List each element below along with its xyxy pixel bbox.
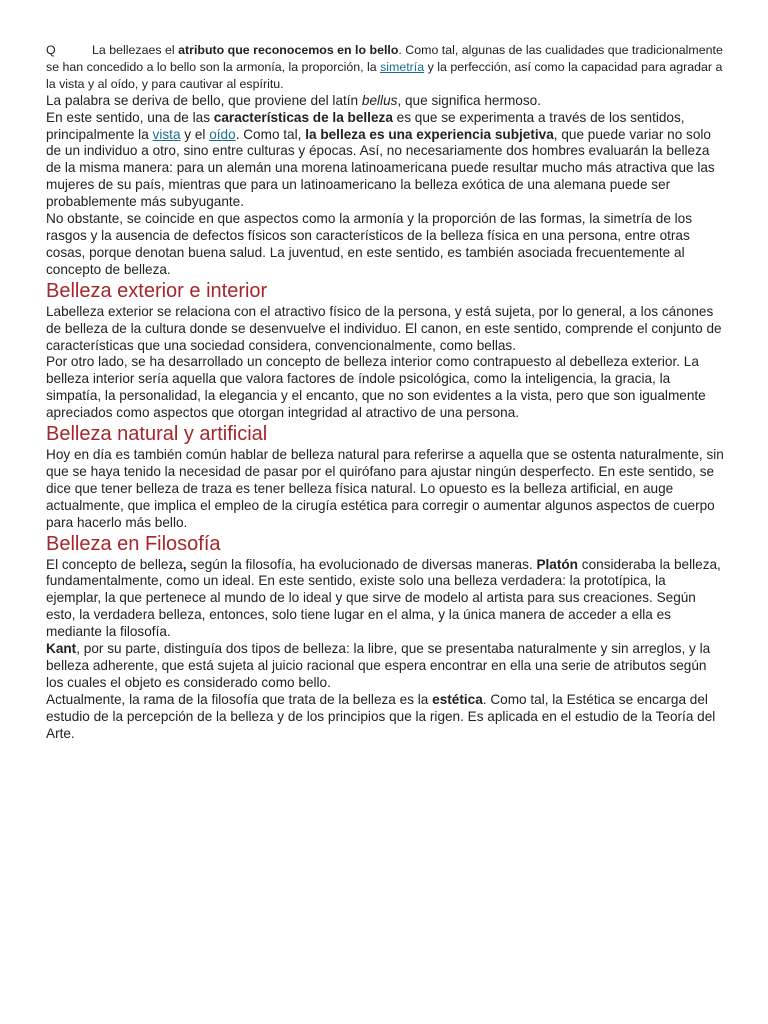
intro-paragraph-1: Q La bellezaes el atributo que reconocemos en lo bello. Como tal, algunas de las cualidades que tradicionalmente se han concedido a lo bello son la armonía, la proporción, la simetría y la perfección, así como la capacidad para agradar a la vista y al oído, y para cautivar al espíritu. (46, 43, 723, 91)
section3-paragraph-3: Actualmente, la rama de la filosofía que trata de la belleza es la estética. Como tal, la Estética se encarga del estudio de la percepción de la belleza y de los principios que la rigen. Es aplicada en el estudio de la Teoría del Arte. (46, 691, 716, 741)
intro-paragraph-4: No obstante, se coincide en que aspectos como la armonía y la proporción de las formas, la simetría de los rasgos y la ausencia de defectos físicos son característicos de la belleza física en una persona, entre otras cosas, porque denotan buena salud. La juventud, en este sentido, es también asociada frecuentemente al concepto de belleza. (46, 211, 693, 277)
section1-paragraph-1: Labelleza exterior se relaciona con el atractivo físico de la persona, y está sujeta, por lo general, a los cánones de belleza de la cultura donde se desenvuelve el individuo. El canon, en este sentido, comprende el conjunto de características que una sociedad considera, convencionalmente, como bellas. (46, 303, 722, 353)
heading-belleza-exterior-interior: Belleza exterior e interior (46, 279, 268, 302)
intro-paragraph-3: En este sentido, una de las características de la belleza es que se experimenta a través de los sentidos, principalmente la vista y el oído. Como tal, la belleza es una experiencia subjetiva, que puede variar no solo de un individuo a otro, sino entre culturas y épocas. Así, no necesariamente dos hombres evaluarán la belleza de la misma manera: para un alemán una morena latinoamericana puede resultar mucho más atractiva que las mujeres de su país, mientras que para un latinoamericano la belleza exótica de una alemana puede ser probablemente más subyugante. (46, 109, 715, 210)
section3-paragraph-1: El concepto de belleza, según la filosofía, ha evolucionado de diversas maneras. Platón consideraba la belleza, fundamentalmente, como un ideal. En este sentido, existe solo una belleza verdadera: la prototípica, la ejemplar, la que pertenece al mundo de lo ideal y que sirve de modelo al artista para sus creaciones. Según esto, la verdadera belleza, entonces, solo tiene lugar en el alma, y la única manera de acceder a ella es mediante la filosofía. (46, 556, 721, 640)
section2-paragraph-1: Hoy en día es también común hablar de belleza natural para referirse a aquella que se ostenta naturalmente, sin que se haya tenido la necesidad de pasar por el quirófano para ajustar ningún desperfecto. En este sentido, se dice que tener belleza de traza es tener belleza física natural. Lo opuesto es la belleza artificial, en auge actualmente, que implica el empleo de la cirugía estética para corregir o aumentar algunos aspectos de cuerpo para hacerlo más bello. (46, 447, 724, 530)
intro-paragraph-2: La palabra se deriva de bello, que proviene del latín bellus, que significa hermoso. (46, 92, 542, 108)
heading-belleza-natural-artificial: Belleza natural y artificial (46, 423, 268, 446)
section3-paragraph-2: Kant, por su parte, distinguía dos tipos de belleza: la libre, que se presentaba naturalmente y sin arreglos, y la belleza adherente, que está sujeta al juicio racional que espera encontrar en ella una serie de atributos según los cuales el objeto es considerado como bello. (46, 641, 711, 690)
document-page (46, 42, 724, 743)
link-vista[interactable]: vista (152, 126, 181, 142)
section1-paragraph-2: Por otro lado, se ha desarrollado un concepto de belleza interior como contrapuesto al debelleza exterior. La belleza interior sería aquella que valora factores de índole psicológica, como la inteligencia, la gracia, la simpatía, la personalidad, la elegancia y el encanto, que no son evidentes a la vista, pero que son igualmente apreciados como aspectos que otorgan integridad al atractivo de una persona. (46, 354, 706, 421)
heading-belleza-filosofia: Belleza en Filosofía (46, 532, 221, 555)
link-oido[interactable]: oído (209, 126, 236, 142)
list-marker: Q (46, 43, 56, 57)
link-simetria[interactable]: simetría (380, 59, 425, 74)
